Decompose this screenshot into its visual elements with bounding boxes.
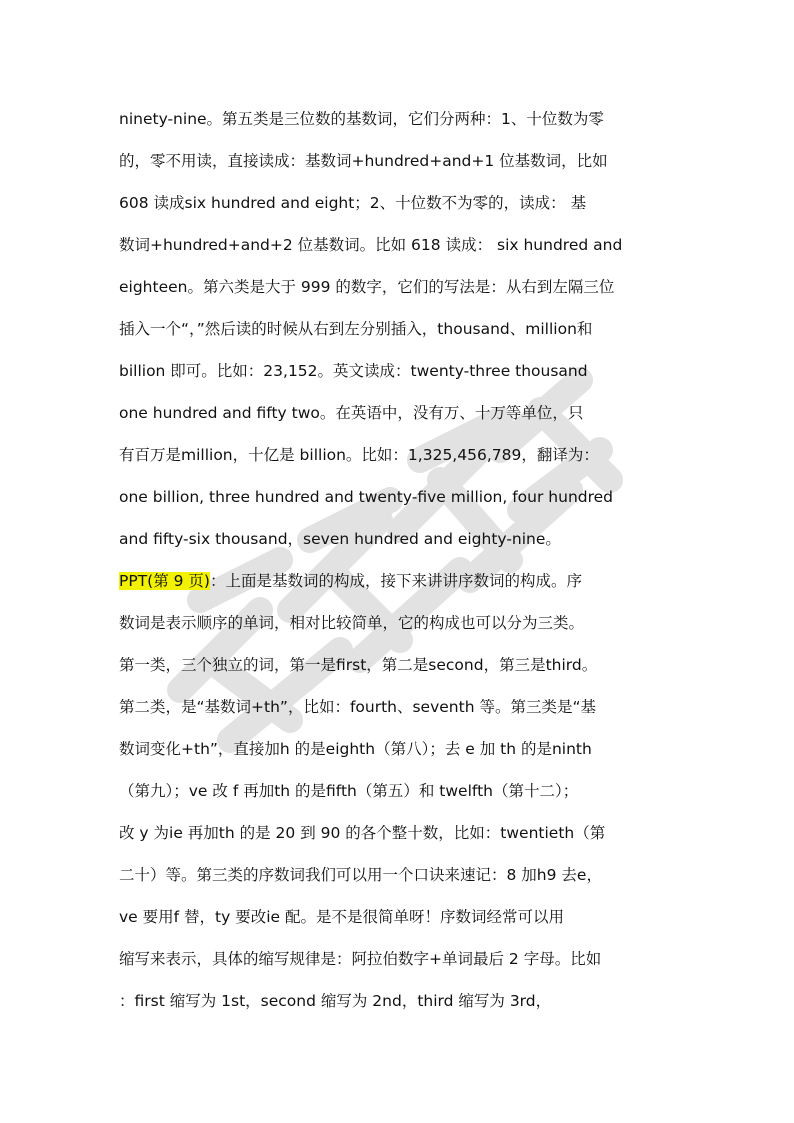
ppt-page-label: PPT(第 9 页)	[119, 572, 210, 590]
text-line-5: eighteen。第六类是大于 999 的数字，它们的写法是：从右到左隔三位	[119, 278, 615, 296]
text-line-14: 第一类，三个独立的词，第一是first，第二是second，第三是third。	[119, 656, 598, 674]
text-line-7: billion 即可。比如：23,152。英文读成：twenty-three thousand	[119, 362, 588, 380]
text-line-17: （第九）；ve 改 f 再加th 的是fifth（第五）和 twelfth（第十二）；	[119, 782, 579, 800]
text-line-6: 插入一个“，”然后读的时候从右到左分别插入，thousand、million和	[119, 320, 593, 338]
text-line-16: 数词变化+th”，直接加h 的是eighth（第八）；去 e 加 th 的是ninth	[119, 740, 592, 758]
text-line-20: ve 要用f 替，ty 要改ie 配。是不是很简单呀！序数词经常可以用	[119, 908, 564, 926]
document-body	[119, 98, 689, 1022]
ppt-line	[119, 560, 689, 602]
text-line-1: ninety-nine。第五类是三位数的基数词，它们分两种：1、十位数为零	[119, 110, 604, 128]
text-line-22: ：first 缩写为 1st，second 缩写为 2nd，third 缩写为 3rd，	[119, 992, 552, 1010]
text-line-21: 缩写来表示，具体的缩写规律是：阿拉伯数字+单词最后 2 字母。比如	[119, 950, 602, 968]
ppt-line-text: ：上面是基数词的构成，接下来讲讲序数词的构成。序	[209, 572, 582, 590]
text-line-15: 第二类，是“基数词+th”，比如：fourth、seventh 等。第三类是“基	[119, 698, 596, 716]
text-line-11: and fifty-six thousand，seven hundred and eighty-nine。	[119, 530, 561, 548]
text-line-10: one billion, three hundred and twenty-five million, four hundred	[119, 488, 614, 506]
text-line-3: 608 读成six hundred and eight；2、十位数不为零的，读成： 基	[119, 194, 587, 212]
text-line-4: 数词+hundred+and+2 位基数词。比如 618 读成： six hundred and	[119, 236, 623, 254]
text-line-8: one hundred and fifty two。在英语中，没有万、十万等单位，只	[119, 404, 584, 422]
text-line-9: 有百万是million，十亿是 billion。比如：1,325,456,789，翻译为：	[119, 446, 599, 464]
text-line-18: 改 y 为ie 再加th 的是 20 到 90 的各个整十数，比如：twentieth（第	[119, 824, 606, 842]
text-line-2: 的，零不用读，直接读成：基数词+hundred+and+1 位基数词，比如	[119, 152, 608, 170]
text-line-19: 二十）等。第三类的序数词我们可以用一个口诀来速记：8 加h9 去e，	[119, 866, 602, 884]
text-line-13: 数词是表示顺序的单词，相对比较简单，它的构成也可以分为三类。	[119, 614, 585, 632]
